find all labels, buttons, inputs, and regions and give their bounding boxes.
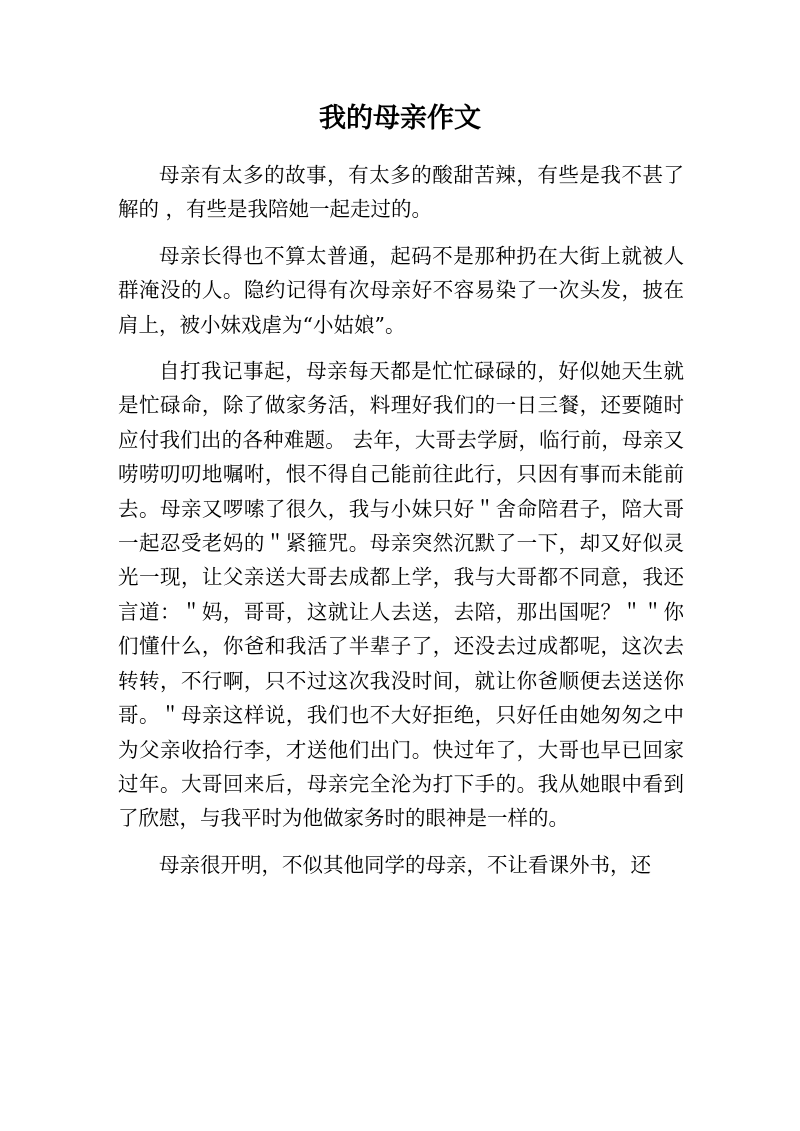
paragraph-3: 自打我记事起，母亲每天都是忙忙碌碌的，好似她天生就是忙碌命，除了做家务活，料理好我们的一日三餐，还要随时应付我们出的各种难题。 去年，大哥去学厨，临行前，母亲又唠唠叨叨地嘱咐，恨不得自己能前往此行，只因有事而未能前去。母亲又啰嗦了很久，我与小妹只好＂舍命陪君子，陪大哥一起忍受老妈的＂紧箍咒。母亲突然沉默了一下，却又好似灵光一现，让父亲送大哥去成都上学，我与大哥都不同意，我还言道：＂妈，哥哥，这就让人去送，去陪，那出国呢？＂＂你们懂什么，你爸和我活了半辈子了，还没去过成都呢，这次去转转，不行啊，只不过这次我没时间，就让你爸顺便去送送你哥。＂母亲这样说，我们也不大好拒绝，只好任由她匆匆之中为父亲收拾行李，才送他们出门。快过年了，大哥也早已回家过年。大哥回来后，母亲完全沦为打下手的。我从她眼中看到了欣慰，与我平时为他做家务时的眼神是一样的。	[118, 359, 684, 831]
paragraph-4: 母亲很开明，不似其他同学的母亲，不让看课外书，还	[159, 852, 651, 877]
paragraph-2: 母亲长得也不算太普通，起码不是那种扔在大街上就被人群淹没的人。隐约记得有次母亲好不容易染了一次头发，披在肩上，被小妹戏虐为“小姑娘”。	[118, 243, 684, 337]
document-title: 我的母亲作文	[319, 103, 481, 134]
document-body	[118, 158, 684, 882]
paragraph-1: 母亲有太多的故事，有太多的酸甜苦辣，有些是我不甚了解的 ，有些是我陪她一起走过的。	[118, 163, 684, 222]
